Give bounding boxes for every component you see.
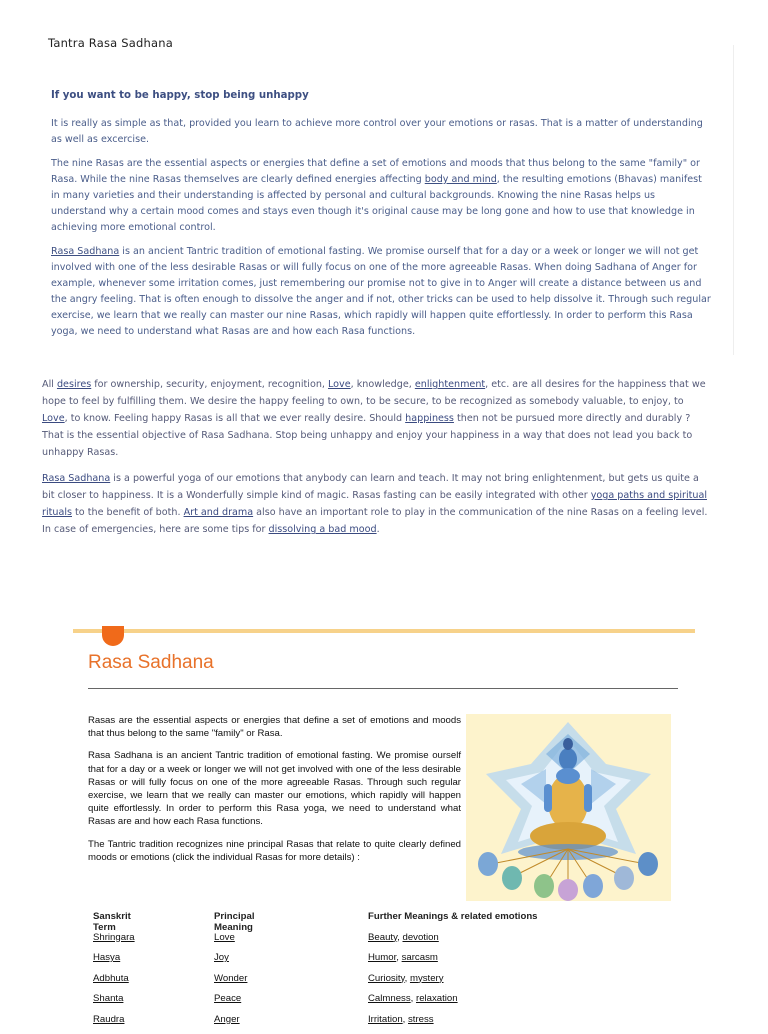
text: , etc. are all desires for the happiness that we hope to feel by fulfilling them. We desire the happy feeling to own, to be secure, to be recognized as somebody valuable, to enjoy, to — [42, 379, 706, 407]
meaning-link[interactable]: Peace — [214, 993, 242, 1004]
text: to the benefit of both. — [72, 507, 184, 518]
orange-tab-decoration — [102, 626, 124, 646]
further-link[interactable]: Beauty — [368, 931, 398, 943]
term-link[interactable]: Raudra — [93, 1013, 125, 1025]
text: All — [42, 379, 57, 390]
enlightenment-link[interactable]: enlightenment — [414, 379, 486, 390]
paragraph — [51, 244, 711, 340]
text: . — [376, 524, 380, 535]
text: also have an important role to play in the communication of the nine Rasas on a feeling level. In case of emergencies, here are some tips for — [42, 507, 708, 535]
deity-illustration-svg — [466, 714, 671, 901]
further-link[interactable]: devotion — [402, 931, 439, 943]
body-and-mind-link[interactable]: body and mind — [424, 174, 497, 185]
paragraph — [42, 470, 710, 538]
further-link[interactable]: Calmness — [368, 993, 411, 1004]
happiness-section — [42, 376, 710, 547]
header-bar — [73, 629, 695, 633]
desires-link[interactable]: desires — [56, 379, 92, 390]
happiness-link[interactable]: happiness — [405, 413, 454, 424]
paragraph: Rasa Sadhana is an ancient Tantric tradition of emotional fasting. We promise ourself that for a day or a week or longer we will not get involved with one of the less desirable Rasas or will fully focus on one of the more agreeable Rasas. Through such regular exercise, we learn that we really can master our emotions, which rapidly will happen quite effortlessly. In order to perform this Rasa yoga, we need to understand what Rasas are and how each Rasa functions. — [88, 750, 461, 828]
document-title: Tantra Rasa Sadhana — [48, 36, 173, 50]
rasa-sadhana-link[interactable]: Rasa Sadhana — [42, 473, 111, 484]
text: is an ancient Tantric tradition of emotional fasting. We promise ourself that for a day or a week or longer we will not get involved with one of the less desirable Rasas or will fully focus on one of the more agreeable Rasas. When doing Sadhana of Anger for example, whenever some irritation comes, just remembering our promise not to give in to Anger will create a distance between us and the angry feeling. That is often enough to dissolve the anger and if not, other tricks can be used to help dissolve it. Through such regular exercise, we learn that we really can master our nine Rasas, which rapidly will happen quite effortlessly. In order to perform this Rasa yoga, we need to understand what Rasas are and how each Rasa functions. — [51, 246, 711, 337]
further-link[interactable]: Irritation — [368, 1013, 403, 1025]
page-title: Rasa Sadhana — [88, 652, 214, 673]
meaning-link[interactable]: Love — [214, 931, 235, 943]
rasa-sadhana-link[interactable]: Rasa Sadhana — [51, 246, 120, 257]
text: is a powerful yoga of our emotions that anybody can learn and teach. It may not bring enlightenment, but gets us quite a bit closer to happiness. It is a Wonderfully simple kind of magic. Rasas fasting can be easily integrated with other — [42, 473, 699, 501]
rasa-sadhana-text — [88, 714, 461, 873]
section-heading: If you want to be happy, stop being unhappy — [51, 90, 309, 101]
text: then not be pursued more directly and durably ? That is the essential objective of Rasa Sadhana. Stop being unhappy and enjoy your happiness in a way that does not lead you back to unhappy Rasas. — [42, 413, 693, 458]
further-link[interactable]: mystery — [409, 972, 444, 984]
title-divider — [88, 688, 678, 689]
further-link[interactable]: stress — [408, 1013, 434, 1025]
paragraph — [51, 156, 711, 236]
further-link[interactable]: sarcasm — [401, 952, 438, 963]
intro-section — [51, 88, 711, 348]
term-link[interactable]: Adbhuta — [93, 972, 129, 984]
column-header: Further Meanings & related emotions — [368, 911, 538, 922]
paragraph — [42, 376, 710, 461]
further-link[interactable]: relaxation — [416, 993, 458, 1004]
paragraph: It is really as simple as that, provided you learn to achieve more control over your emotions or rasas. That is a matter of understanding as well as excercise. — [51, 118, 703, 145]
further-link[interactable]: Humor — [368, 952, 397, 963]
column-header: Principal Meaning — [214, 911, 255, 933]
further-link[interactable]: Curiosity — [368, 972, 405, 984]
meaning-link[interactable]: Joy — [214, 952, 229, 963]
text: , knowledge, — [350, 379, 415, 390]
dissolving-bad-mood-link[interactable]: dissolving a bad mood — [268, 524, 377, 535]
text: The nine Rasas are the essential aspects or energies that define a set of emotions and moods that thus belong to the same "family" or Rasa. While the nine Rasas themselves are clearly defined energies affecting — [51, 158, 700, 185]
meditating-deity-illustration — [466, 714, 671, 901]
paragraph: The Tantric tradition recognizes nine principal Rasas that relate to quite clearly defined moods or emotions (click the individual Rasas for more details) : — [88, 838, 461, 863]
paragraph: Rasas are the essential aspects or energies that define a set of emotions and moods that thus belong to the same "family" or Rasa. — [88, 715, 461, 740]
term-link[interactable]: Hasya — [93, 952, 121, 963]
text: for ownership, security, enjoyment, recognition, — [91, 379, 328, 390]
love-link[interactable]: Love — [42, 413, 65, 424]
meaning-link[interactable]: Wonder — [214, 972, 248, 984]
term-link[interactable]: Shanta — [93, 993, 124, 1004]
art-and-drama-link[interactable]: Art and drama — [183, 507, 254, 518]
love-link[interactable]: Love — [328, 379, 351, 390]
meaning-link[interactable]: Anger — [214, 1013, 240, 1025]
term-link[interactable]: Shringara — [93, 931, 135, 943]
text: , to know. Feeling happy Rasas is all that we ever really desire. Should — [64, 413, 406, 424]
yoga-paths-link[interactable]: yoga paths and spiritual rituals — [42, 490, 707, 518]
column-header: Sanskrit Term — [93, 911, 131, 933]
text: , the resulting emotions (Bhavas) manifest in many varieties and their understanding is affected by personal and cultural backgrounds. Knowing the nine Rasas helps us understand why a certain mood comes and stays even though it's original cause may be long gone and how to use that knowledge in achieving more emotional control. — [51, 174, 702, 233]
page-edge-divider — [733, 45, 734, 355]
